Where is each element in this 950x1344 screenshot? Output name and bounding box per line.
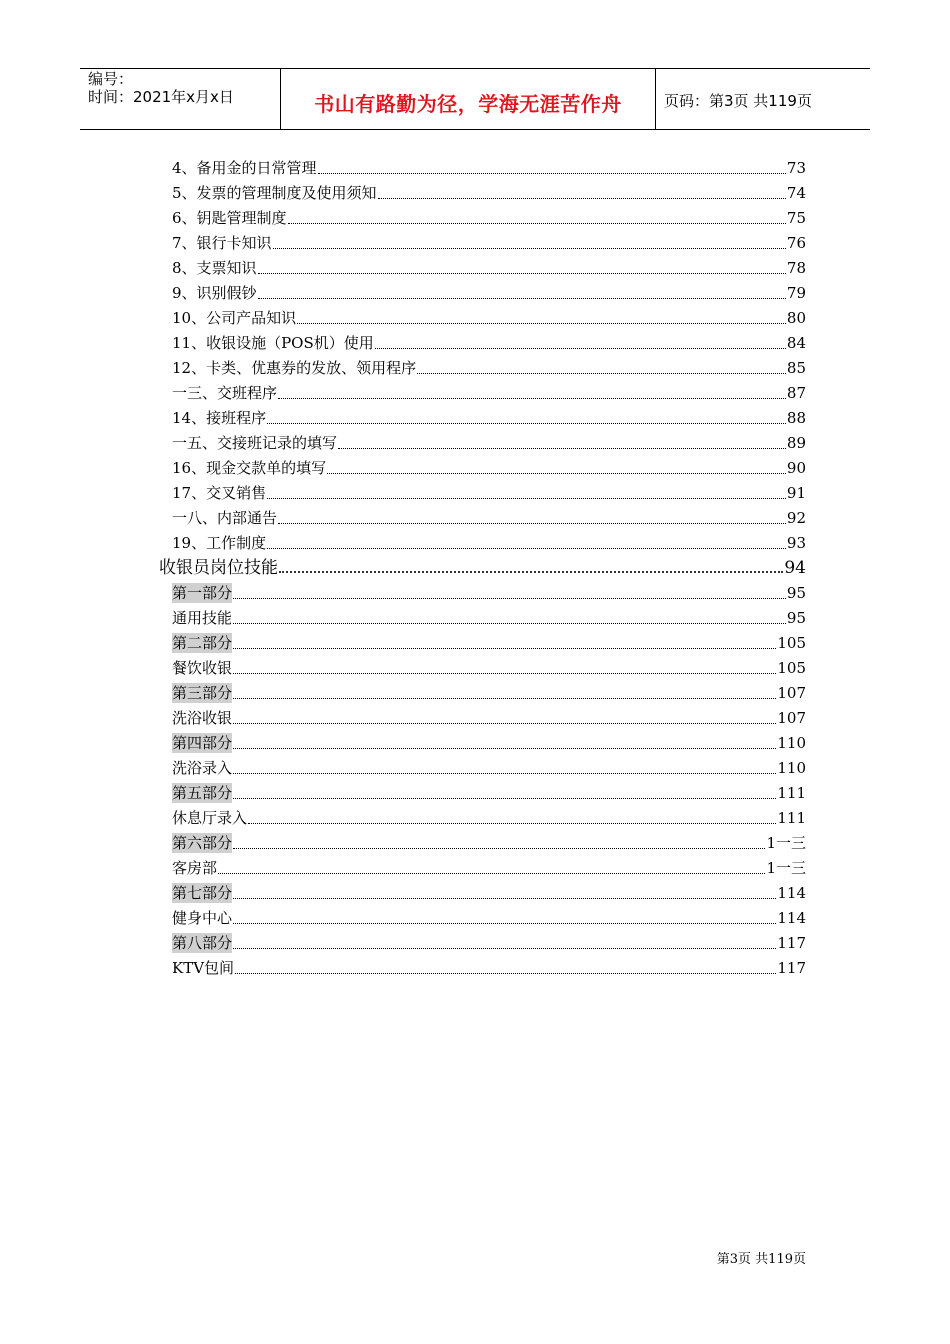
toc-row[interactable] (172, 953, 806, 978)
dot-leader (378, 198, 786, 199)
dot-leader (233, 898, 776, 899)
dot-leader (297, 323, 786, 324)
toc-entry-label: 10、公司产品知识 (172, 309, 297, 327)
dot-leader (233, 848, 765, 849)
toc-entry-label: 休息厅录入 (172, 809, 248, 827)
toc-page-number: 117 (777, 959, 806, 977)
toc-page-number: 84 (786, 334, 806, 352)
dot-leader (233, 798, 776, 799)
toc-section-label: 收银员岗位技能 (159, 558, 278, 578)
toc-row[interactable] (172, 803, 806, 828)
dot-leader (267, 498, 786, 499)
toc-row[interactable] (172, 628, 806, 653)
toc-entry-label: 洗浴收银 (172, 709, 233, 727)
toc-page-number: 78 (786, 259, 806, 277)
toc-entry-label: 7、银行卡知识 (172, 234, 272, 252)
toc-part-label: 第八部分 (172, 934, 233, 952)
toc-page-number: 79 (786, 284, 806, 302)
toc-entry-label: 6、钥匙管理制度 (172, 209, 287, 227)
header-meta (80, 69, 281, 129)
toc-page-number: 107 (777, 709, 806, 727)
dot-leader (375, 348, 786, 349)
toc-row[interactable] (172, 753, 806, 778)
toc-row[interactable] (172, 328, 806, 353)
toc-page-number: 85 (786, 359, 806, 377)
toc-page-number: 111 (777, 809, 806, 827)
toc-page-number: 95 (786, 584, 806, 602)
toc-entry-label: 一八、内部通告 (172, 509, 278, 527)
toc-page-number: 1一三 (766, 859, 806, 877)
toc-row[interactable] (172, 153, 806, 178)
toc-row[interactable] (172, 378, 806, 403)
toc-row[interactable] (172, 303, 806, 328)
header-motto: 书山有路勤为径，学海无涯苦作舟 (314, 92, 622, 116)
toc-entry-label: 12、卡类、优惠券的发放、领用程序 (172, 359, 417, 377)
toc-page-number: 107 (777, 684, 806, 702)
toc-entry-label: 4、备用金的日常管理 (172, 159, 317, 177)
dot-leader (327, 473, 786, 474)
toc-entry-label: 19、工作制度 (172, 534, 267, 552)
dot-leader (248, 823, 776, 824)
toc-row[interactable] (172, 278, 806, 303)
toc-row[interactable] (172, 403, 806, 428)
toc-row[interactable] (172, 703, 806, 728)
toc-row[interactable] (172, 253, 806, 278)
toc-entry-label: 餐饮收银 (172, 659, 233, 677)
dot-leader (267, 423, 786, 424)
toc-entry-label: 9、识别假钞 (172, 284, 257, 302)
toc-page-number: 117 (777, 934, 806, 952)
toc-part-label: 第三部分 (172, 684, 233, 702)
toc-row[interactable] (172, 428, 806, 453)
header-page-info: 页码：第3页 共119页 (664, 92, 812, 110)
toc-page-number: 75 (786, 209, 806, 227)
toc-row[interactable] (172, 203, 806, 228)
toc-row[interactable] (172, 603, 806, 628)
dot-leader (267, 548, 786, 549)
toc-page-number: 88 (786, 409, 806, 427)
toc-row[interactable] (172, 578, 806, 603)
number-label: 编号： (88, 70, 134, 88)
toc-page-number: 114 (777, 884, 806, 902)
toc-row[interactable] (172, 728, 806, 753)
toc-row[interactable] (172, 503, 806, 528)
dot-leader (233, 623, 786, 624)
toc-row[interactable] (172, 353, 806, 378)
toc-row[interactable] (172, 453, 806, 478)
dot-leader (218, 873, 765, 874)
toc-row[interactable] (172, 478, 806, 503)
toc-page-number: 1一三 (766, 834, 806, 852)
dot-leader (288, 223, 786, 224)
toc-entry-label: 一三、交班程序 (172, 384, 278, 402)
toc-row[interactable] (172, 878, 806, 903)
toc-entry-label: 8、支票知识 (172, 259, 257, 277)
toc-page-number: 111 (777, 784, 806, 802)
dot-leader (235, 973, 776, 974)
dot-leader (417, 373, 786, 374)
toc-page-number: 76 (786, 234, 806, 252)
toc-row[interactable] (172, 528, 806, 553)
toc-row[interactable] (172, 853, 806, 878)
toc-row[interactable] (172, 903, 806, 928)
toc-entry-label: 通用技能 (172, 609, 233, 627)
toc-row[interactable] (172, 178, 806, 203)
toc-row[interactable] (172, 228, 806, 253)
dot-leader (258, 298, 786, 299)
toc-entry-label: 14、接班程序 (172, 409, 267, 427)
time-label: 时间：2021年x月x日 (88, 88, 234, 106)
toc-page-number: 105 (777, 659, 806, 677)
dot-leader (233, 723, 776, 724)
toc-page-number: 110 (777, 734, 806, 752)
toc-entry-label: 一五、交接班记录的填写 (172, 434, 338, 452)
toc-page-number: 73 (786, 159, 806, 177)
toc-entry-label: 11、收银设施（POS机）使用 (172, 334, 374, 352)
dot-leader (278, 398, 786, 399)
header-motto-cell (281, 69, 656, 129)
toc-page-number: 80 (786, 309, 806, 327)
header-page-cell (656, 69, 870, 129)
toc-page-number: 95 (786, 609, 806, 627)
dot-leader (338, 448, 786, 449)
dot-leader (233, 673, 776, 674)
toc-row[interactable] (172, 678, 806, 703)
dot-leader (258, 273, 786, 274)
toc-entry-label: KTV包间 (172, 959, 235, 977)
toc-part-label: 第二部分 (172, 634, 233, 652)
dot-leader (233, 748, 776, 749)
toc-part-label: 第七部分 (172, 884, 233, 902)
dot-leader (233, 923, 776, 924)
toc-entry-label: 洗浴录入 (172, 759, 233, 777)
toc-entry-label: 16、现金交款单的填写 (172, 459, 327, 477)
toc-page-number: 93 (786, 534, 806, 552)
toc-part-label: 第五部分 (172, 784, 233, 802)
toc-page-number: 94 (784, 558, 806, 578)
page-header (80, 68, 870, 130)
toc-page-number: 110 (777, 759, 806, 777)
dot-leader (279, 571, 783, 573)
toc-part-label: 第四部分 (172, 734, 233, 752)
toc-row[interactable] (172, 828, 806, 853)
toc-row[interactable] (172, 653, 806, 678)
dot-leader (233, 773, 776, 774)
toc-page-number: 89 (786, 434, 806, 452)
toc-page-number: 91 (786, 484, 806, 502)
page-footer: 第3页 共119页 (716, 1252, 806, 1267)
toc-entry-label: 客房部 (172, 859, 218, 877)
toc-row[interactable] (172, 928, 806, 953)
dot-leader (273, 248, 786, 249)
toc-entry-label: 健身中心 (172, 909, 233, 927)
dot-leader (318, 173, 786, 174)
toc-part-label: 第六部分 (172, 834, 233, 852)
dot-leader (233, 948, 776, 949)
toc-entry-label: 5、发票的管理制度及使用须知 (172, 184, 377, 202)
dot-leader (233, 598, 786, 599)
toc-section-row[interactable] (159, 553, 806, 578)
dot-leader (278, 523, 786, 524)
toc-row[interactable] (172, 778, 806, 803)
dot-leader (233, 698, 776, 699)
toc-page-number: 114 (777, 909, 806, 927)
toc-page-number: 90 (786, 459, 806, 477)
toc-page-number: 87 (786, 384, 806, 402)
dot-leader (233, 648, 776, 649)
toc-page-number: 92 (786, 509, 806, 527)
toc-page-number: 105 (777, 634, 806, 652)
toc-part-label: 第一部分 (172, 584, 233, 602)
toc-entry-label: 17、交叉销售 (172, 484, 267, 502)
toc-page-number: 74 (786, 184, 806, 202)
